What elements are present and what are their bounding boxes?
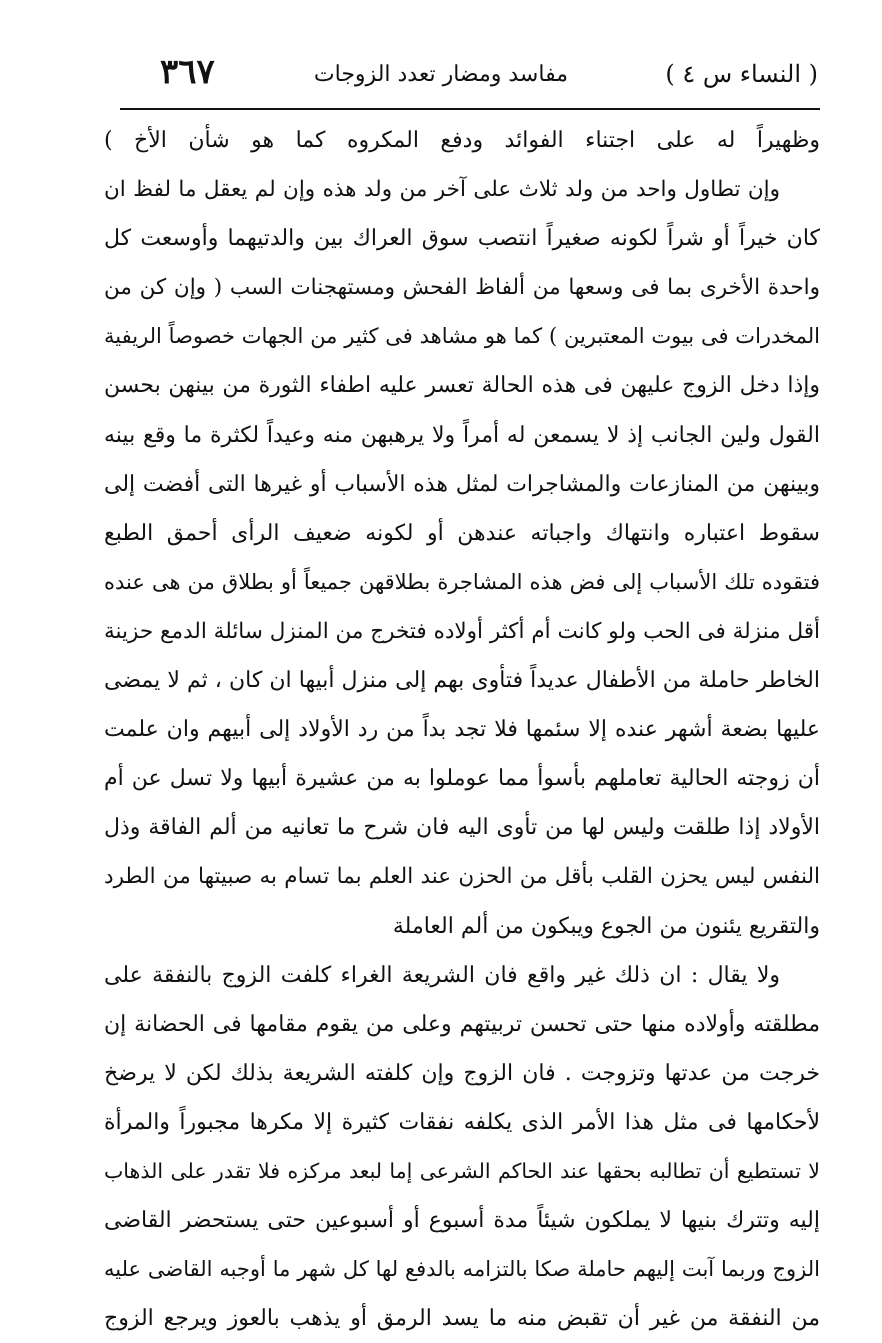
text-line: والتقريع يئنون من الجوع ويبكون من ألم العاملة bbox=[392, 913, 820, 939]
text-line: لأحكامها فى مثل هذا الأمر الذى يكلفه نفقات كثيرة إلا مكرها مجبوراً والمرأة bbox=[104, 1109, 820, 1135]
page-number: ٣٦٧ bbox=[160, 52, 215, 92]
surah-reference: ( النساء س ٤ ) bbox=[665, 60, 818, 88]
text-line: ولا يقال : ان ذلك غير واقع فان الشريعة الغراء كلفت الزوج بالنفقة على bbox=[104, 962, 780, 988]
header-divider bbox=[120, 108, 820, 110]
text-line: وظهيراً له على اجتناء الفوائد ودفع المكروه كما هو شأن الأخ ) bbox=[104, 128, 820, 153]
text-line: سقوط اعتباره وانتهاك واجباته عندهن أو لكونه ضعيف الرأى أحمق الطبع bbox=[104, 520, 820, 546]
text-line: المخدرات فى بيوت المعتبرين ) كما هو مشاهد فى كثير من الجهات خصوصاً الريفية bbox=[104, 324, 820, 349]
text-line: القول ولين الجانب إذ لا يسمعن له أمراً ولا يرهبهن منه وعيداً لكثرة ما وقع بينه bbox=[104, 422, 820, 448]
text-line: أن زوجته الحالية تعاملهم بأسوأ مما عوملوا به من عشيرة أبيها ولا تسل عن أم bbox=[104, 766, 820, 792]
text-line: الخاطر حاملة من الأطفال عديداً فتأوى بهم إلى منزل أبيها ان كان ، ثم لا يمضى bbox=[104, 668, 820, 694]
text-line: عليها بضعة أشهر عنده إلا سئمها فلا تجد بداً من رد الأولاد إلى أبيهم وان علمت bbox=[104, 717, 820, 743]
text-line: واحدة الأخرى بما فى وسعها من ألفاظ الفحش ومستهجنات السب ( وإن كن من bbox=[104, 275, 820, 301]
text-line: وإذا دخل الزوج عليهن فى هذه الحالة تعسر عليه اطفاء الثورة من بينهن بحسن bbox=[104, 373, 820, 399]
text-line: إليه وتترك بنيها لا يملكون شيئاً مدة أسبوع أو أسبوعين حتى يستحضر القاضى bbox=[104, 1208, 820, 1234]
running-title: مفاسد ومضار تعدد الزوجات bbox=[313, 62, 568, 87]
body-text bbox=[104, 116, 820, 1343]
text-line: وبينهن من المنازعات والمشاجرات لمثل هذه الأسباب أو غيرها التى أفضت إلى bbox=[104, 471, 820, 497]
text-line: الأولاد إذا طلقت وليس لها من تأوى اليه فان شرح ما تعانيه من ألم الفاقة وذل bbox=[104, 815, 820, 841]
page-header bbox=[120, 52, 818, 106]
text-line: الزوج وربما آبت إليهم حاملة صكا بالتزامه بالدفع لها كل شهر ما أوجبه القاضى عليه bbox=[104, 1257, 820, 1282]
text-line: أقل منزلة فى الحب ولو كانت أم أكثر أولاده فتخرج من المنزل سائلة الدمع حزينة bbox=[104, 618, 820, 644]
text-line: فتقوده تلك الأسباب إلى فض هذه المشاجرة بطلاقهن جميعاً أو بطلاق من هى عنده bbox=[104, 569, 820, 594]
text-line: لا تستطيع أن تطالبه بحقها عند الحاكم الشرعى إما لبعد مركزه فلا تقدر على الذهاب bbox=[104, 1158, 820, 1183]
text-line: خرجت من عدتها وتزوجت . فان الزوج وإن كلفته الشريعة بذلك لكن لا يرضخ bbox=[104, 1060, 820, 1086]
text-line: وإن تطاول واحد من ولد ثلاث على آخر من ولد هذه وإن لم يعقل ما لفظ ان bbox=[104, 177, 780, 203]
text-line: من النفقة من غير أن تقبض منه ما يسد الرمق أو يذهب بالعوز ويرجع الزوج bbox=[104, 1306, 820, 1332]
text-line: النفس ليس يحزن القلب بأقل من الحزن عند العلم بما تسام به صبيتها من الطرد bbox=[104, 864, 820, 890]
text-line: مطلقته وأولاده منها حتى تحسن تربيتهم وعلى من يقوم مقامها فى الحضانة إن bbox=[104, 1011, 820, 1037]
text-line: كان خيراً أو شراً لكونه صغيراً انتصب سوق العراك بين والدتيهما وأوسعت كل bbox=[104, 226, 820, 252]
